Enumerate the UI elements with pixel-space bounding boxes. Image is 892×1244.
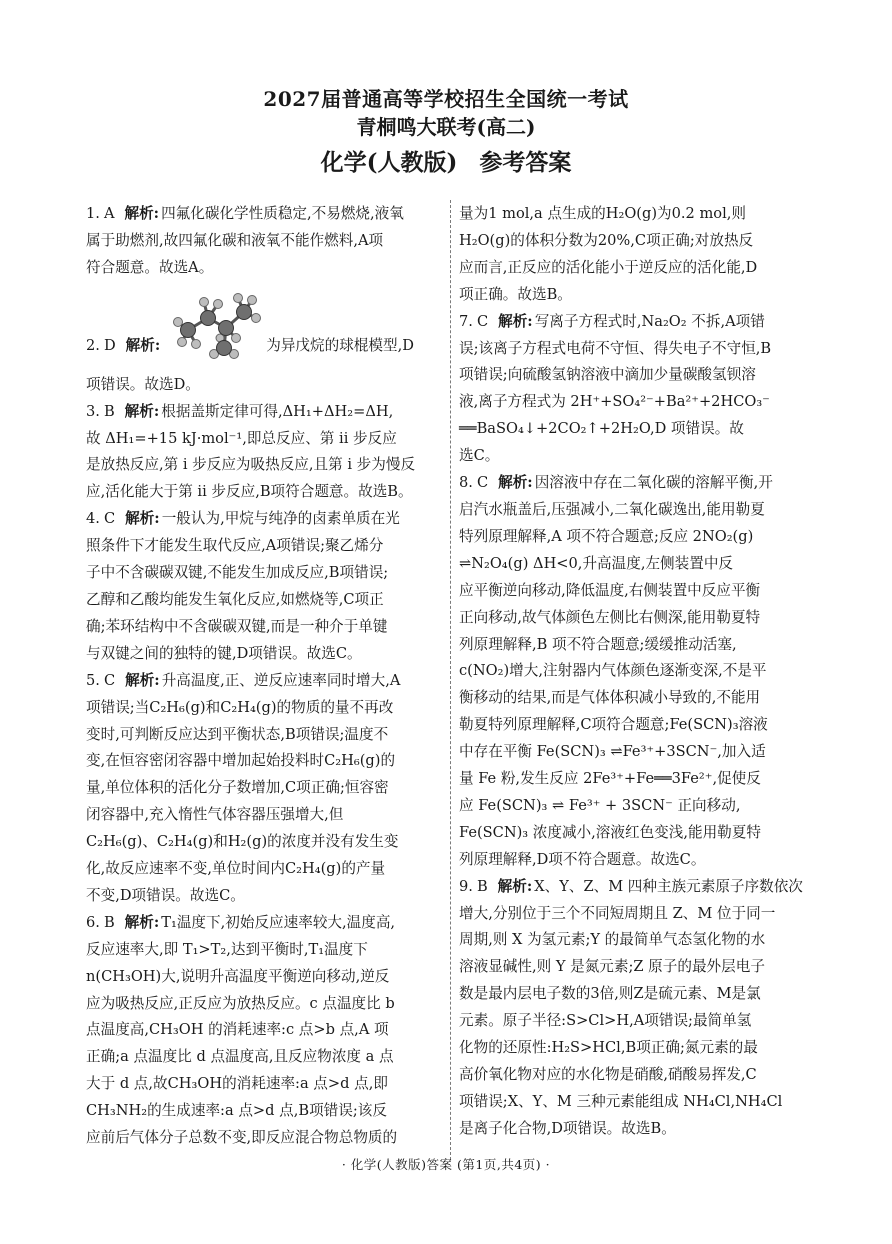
- question-3: [86, 399, 444, 507]
- analysis-line: 应为吸热反应,正反应为放热反应。c 点温度比 b: [86, 994, 395, 1012]
- analysis-line: 反应速率大,即 T₁>T₂,达到平衡时,T₁温度下: [86, 940, 368, 958]
- analysis-label: 解析:: [124, 913, 160, 931]
- question-4: [86, 506, 444, 667]
- question-5: [86, 668, 444, 910]
- analysis-line: 闭容器中,充入惰性气体容器压强增大,但: [86, 806, 344, 824]
- analysis-line: 应前后气体分子总数不变,即反应混合物总物质的: [86, 1129, 398, 1147]
- analysis-line: 高价氧化物对应的水化物是硝酸,硝酸易挥发,C: [459, 1066, 757, 1083]
- analysis-line: ⇌N₂O₄(g) ΔH<0,升高温度,左侧装置中反: [459, 554, 734, 572]
- analysis-line: 化物的还原性:H₂S>HCl,B项正确;氮元素的最: [459, 1039, 758, 1057]
- analysis-line: 应 Fe(SCN)₃ ⇌ Fe³⁺ + 3SCN⁻ 正向移动,: [459, 796, 741, 814]
- analysis-line: 是离子化合物,D项错误。故选B。: [459, 1119, 676, 1137]
- analysis-line: 量,单位体积的活化分子数增加,C项正确;恒容密: [86, 779, 389, 797]
- analysis-label: 解析:: [497, 877, 533, 895]
- analysis-line: 启汽水瓶盖后,压强减小,二氧化碳逸出,能用勒夏: [459, 500, 765, 518]
- answer-letter: C: [476, 312, 489, 330]
- analysis-line: 因溶液中存在二氧化碳的溶解平衡,开: [534, 474, 773, 492]
- question-number: 3.: [86, 402, 100, 420]
- analysis-line: 周期,则 X 为氢元素;Y 的最简单气态氢化物的水: [459, 931, 766, 949]
- question-number: 8.: [459, 474, 473, 492]
- analysis-line: 不变,D项错误。故选C。: [86, 886, 245, 904]
- analysis-line: 应平衡逆向移动,降低温度,右侧装置中反应平衡: [459, 581, 761, 599]
- analysis-line: 中存在平衡 Fe(SCN)₃ ⇌Fe³⁺+3SCN⁻,加入适: [459, 743, 766, 761]
- question-number: 9.: [459, 877, 473, 895]
- question-8: [459, 470, 810, 874]
- analysis-line: 特列原理解释,A 项不符合题意;反应 2NO₂(g): [459, 527, 754, 545]
- answer-letter: C: [476, 474, 489, 492]
- analysis-line: 根据盖斯定律可得,ΔH₁+ΔH₂=ΔH,: [161, 402, 394, 420]
- analysis-line: H₂O(g)的体积分数为20%,C项正确;对放热反: [459, 231, 754, 249]
- exam-subtitle: 青桐鸣大联考(高二): [356, 115, 536, 139]
- question-6-continued: [459, 201, 810, 309]
- analysis-line: 列原理解释,B 项不符合题意;缓缓推动活塞,: [459, 635, 737, 653]
- answer-letter: D: [103, 336, 116, 354]
- question-number: 2.: [86, 336, 100, 354]
- analysis-line: 正向移动,故气体颜色左侧比右侧深,能用勒夏特: [459, 608, 761, 626]
- analysis-line: c(NO₂)增大,注射器内气体颜色逐渐变深,不是平: [459, 662, 767, 680]
- question-6: [86, 910, 444, 1152]
- analysis-label: 解析:: [125, 336, 161, 354]
- question-2: [86, 282, 444, 399]
- analysis-line: 项错误。故选D。: [86, 375, 200, 393]
- question-number: 6.: [86, 913, 100, 931]
- analysis-line: 衡移动的结果,而是气体体积减小导致的,不能用: [459, 689, 761, 707]
- analysis-line: 液,离子方程式为 2H⁺+SO₄²⁻+Ba²⁺+2HCO₃⁻: [459, 393, 770, 411]
- analysis-line: 是放热反应,第 i 步反应为吸热反应,且第 i 步为慢反: [86, 456, 416, 474]
- analysis-line: X、Y、Z、M 四种主族元素原子序数依次: [534, 877, 803, 895]
- analysis-line: 应而言,正反应的活化能小于逆反应的活化能,D: [459, 258, 758, 276]
- answer-letter: C: [103, 671, 116, 689]
- analysis-line: 故 ΔH₁=+15 kJ·mol⁻¹,即总反应、第 ii 步反应: [86, 429, 397, 447]
- analysis-line: Fe(SCN)₃ 浓度减小,溶液红色变浅,能用勒夏特: [459, 823, 761, 841]
- answer-key-title: 化学(人教版) 参考答案: [320, 149, 572, 176]
- analysis-line: 项正确。故选B。: [459, 285, 572, 303]
- question-number: 7.: [459, 312, 473, 330]
- exam-title: 2027届普通高等学校招生全国统一考试: [263, 87, 629, 111]
- question-number: 4.: [86, 510, 100, 528]
- analysis-line: 选C。: [459, 447, 500, 465]
- question-7: [459, 309, 810, 470]
- analysis-label: 解析:: [124, 402, 160, 420]
- right-column: [459, 201, 810, 1143]
- analysis-line: 升高温度,正、逆反应速率同时增大,A: [161, 671, 401, 689]
- analysis-line: 项错误;当C₂H₆(g)和C₂H₄(g)的物质的量不再改: [86, 698, 394, 716]
- page-footer: · 化学(人教版)答案 (第1页,共4页) ·: [341, 1157, 551, 1172]
- analysis-line: C₂H₆(g)、C₂H₄(g)和H₂(g)的浓度并没有发生变: [86, 833, 399, 851]
- question-9: [459, 874, 810, 1143]
- analysis-line: 应,活化能大于第 ii 步反应,B项符合题意。故选B。: [86, 483, 413, 501]
- analysis-line: 照条件下才能发生取代反应,A项错误;聚乙烯分: [86, 537, 384, 555]
- analysis-label: 解析:: [498, 474, 533, 492]
- analysis-line: 四氟化碳化学性质稳定,不易燃烧,液氧: [161, 205, 404, 222]
- analysis-line: ══BaSO₄↓+2CO₂↑+2H₂O,D 项错误。故: [459, 420, 744, 438]
- analysis-line: 正确;a 点温度比 d 点温度高,且反应物浓度 a 点: [86, 1048, 394, 1066]
- analysis-label: 解析:: [124, 205, 160, 222]
- page-header: [0, 86, 892, 178]
- analysis-line: 项错误;X、Y、M 三种元素能组成 NH₄Cl,NH₄Cl: [459, 1092, 783, 1110]
- analysis-label: 解析:: [125, 671, 160, 689]
- analysis-line: 数是最内层电子数的3倍,则Z是硫元素、M是氯: [459, 985, 761, 1003]
- analysis-line: 量为1 mol,a 点生成的H₂O(g)为0.2 mol,则: [459, 205, 746, 222]
- analysis-line: n(CH₃OH)大,说明升高温度平衡逆向移动,逆反: [86, 967, 390, 985]
- analysis-line: 溶液显碱性,则 Y 是氮元素;Z 原子的最外层电子: [459, 958, 765, 976]
- analysis-line: 项错误;向硫酸氢钠溶液中滴加少量碳酸氢钡溶: [459, 366, 756, 384]
- analysis-line: 乙醇和乙酸均能发生氧化反应,如燃烧等,C项正: [86, 590, 384, 608]
- question-number: 5.: [86, 671, 100, 689]
- analysis-line: 变,在恒容密闭容器中增加起始投料时C₂H₆(g)的: [86, 752, 396, 770]
- analysis-line: CH₃NH₂的生成速率:a 点>d 点,B项错误;该反: [86, 1102, 387, 1120]
- answer-letter: B: [103, 913, 115, 931]
- analysis-line: T₁温度下,初始反应速率较大,温度高,: [161, 913, 396, 931]
- analysis-line: 属于助燃剂,故四氟化碳和液氧不能作燃料,A项: [86, 231, 384, 249]
- analysis-line: 大于 d 点,故CH₃OH的消耗速率:a 点>d 点,即: [86, 1075, 388, 1093]
- analysis-line: 确;苯环结构中不含碳碳双键,而是一种介于单键: [86, 617, 388, 635]
- question-1: [86, 201, 444, 282]
- question-number: 1.: [86, 205, 100, 222]
- analysis-label: 解析:: [125, 510, 160, 528]
- answer-letter: C: [103, 510, 116, 528]
- analysis-line: 列原理解释,D项不符合题意。故选C。: [459, 850, 706, 868]
- analysis-line: 符合题意。故选A。: [86, 258, 214, 276]
- answer-letter: B: [476, 877, 488, 895]
- analysis-line: 增大,分别位于三个不同短周期且 Z、M 位于同一: [459, 904, 776, 922]
- analysis-line: 为异戊烷的球棍模型,D: [266, 336, 414, 354]
- analysis-line: 子中不含碳碳双键,不能发生加成反应,B项错误;: [86, 564, 389, 582]
- analysis-line: 写离子方程式时,Na₂O₂ 不拆,A项错: [534, 312, 765, 330]
- analysis-line: 元素。原子半径:S>Cl>H,A项错误;最简单氢: [459, 1012, 752, 1030]
- analysis-label: 解析:: [498, 312, 533, 330]
- analysis-line: 化,故反应速率不变,单位时间内C₂H₄(g)的产量: [86, 860, 386, 878]
- column-divider: [450, 200, 451, 1160]
- analysis-line: 点温度高,CH₃OH 的消耗速率:c 点>b 点,A 项: [86, 1021, 389, 1039]
- analysis-line: 变时,可判断反应达到平衡状态,B项错误;温度不: [86, 725, 389, 743]
- isopentane-ball-stick-model: [168, 282, 264, 360]
- left-column: [86, 201, 444, 1152]
- analysis-line: 勒夏特列原理解释,C项符合题意;Fe(SCN)₃溶液: [459, 716, 768, 734]
- analysis-line: 误;该离子方程式电荷不守恒、得失电子不守恒,B: [459, 339, 772, 357]
- answer-letter: B: [103, 402, 115, 420]
- analysis-line: 一般认为,甲烷与纯净的卤素单质在光: [161, 510, 400, 528]
- analysis-line: 与双键之间的独特的键,D项错误。故选C。: [86, 644, 362, 662]
- analysis-line: 量 Fe 粉,发生反应 2Fe³⁺+Fe══3Fe²⁺,促使反: [459, 770, 761, 788]
- answer-letter: A: [103, 205, 115, 222]
